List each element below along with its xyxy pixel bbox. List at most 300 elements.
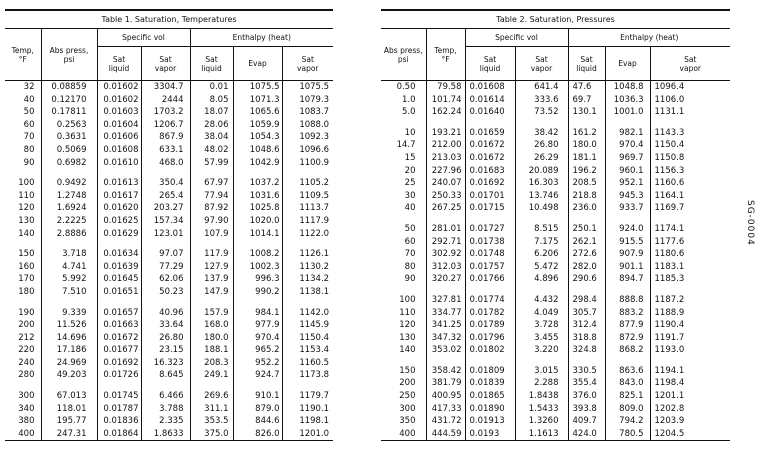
- cell-h-sat-liquid: 324.8: [568, 344, 605, 357]
- cell-sv-sat-liquid: 0.01726: [97, 369, 141, 382]
- table1-header-sv-sat-vapor: Sat vapor: [141, 47, 190, 81]
- cell-col-b: 267.25: [426, 202, 465, 215]
- cell-col-a: 80: [23, 144, 35, 155]
- table2-title: Table 2. Saturation, Pressures: [381, 10, 730, 29]
- cell-sv-sat-vapor: 62.06: [141, 273, 190, 286]
- cell-sv-sat-liquid: 0.01748: [465, 248, 515, 261]
- cell-h-evap: 1002.3: [233, 261, 282, 274]
- table-row: [5, 286, 333, 299]
- spacer-cell: [41, 382, 97, 390]
- cell-sv-sat-vapor: 3.220: [515, 344, 568, 357]
- table-row: [5, 403, 333, 416]
- group-spacer: [5, 382, 333, 390]
- spacer-cell: [568, 357, 605, 365]
- cell-h-sat-vapor: 1185.3: [650, 273, 730, 286]
- cell-sv-sat-liquid: 0.01864: [97, 428, 141, 441]
- cell-h-evap: 1020.0: [233, 215, 282, 228]
- cell-h-evap: 794.2: [605, 415, 650, 428]
- cell-col-a: 140: [18, 228, 35, 239]
- table1-header-enthalpy: Enthalpy (heat): [190, 29, 333, 47]
- cell-sv-sat-vapor: 1.8633: [141, 428, 190, 441]
- table-row: [5, 106, 333, 119]
- cell-col-a: 40: [23, 94, 35, 105]
- cell-col-a: 300: [18, 391, 35, 402]
- cell-h-sat-vapor: 1092.3: [282, 131, 333, 144]
- table1-header-temp: Temp, °F: [5, 29, 41, 81]
- cell-h-sat-liquid: 69.7: [568, 94, 605, 107]
- cell-col-b: 118.01: [41, 403, 97, 416]
- cell-sv-sat-liquid: 0.01663: [97, 319, 141, 332]
- cell-sv-sat-liquid: 0.01727: [465, 223, 515, 236]
- table-row: [5, 357, 333, 370]
- table-row: [5, 190, 333, 203]
- spacer-cell: [141, 382, 190, 390]
- cell-sv-sat-liquid: 0.01677: [97, 344, 141, 357]
- cell-h-sat-liquid: 355.4: [568, 377, 605, 390]
- cell-h-sat-liquid: 262.1: [568, 236, 605, 249]
- cell-col-b: 381.79: [426, 377, 465, 390]
- cell-h-evap: 970.4: [233, 332, 282, 345]
- cell-col-a: 60: [23, 119, 35, 130]
- cell-col-a: 110: [399, 307, 416, 318]
- cell-h-sat-vapor: 1153.4: [282, 344, 333, 357]
- table-row: [5, 131, 333, 144]
- spacer-cell: [5, 169, 41, 177]
- cell-h-evap: 952.1: [605, 177, 650, 190]
- table-row: [381, 273, 730, 286]
- cell-sv-sat-vapor: 3.015: [515, 365, 568, 378]
- cell-h-evap: 945.3: [605, 190, 650, 203]
- cell-col-a: 10: [404, 127, 416, 138]
- cell-sv-sat-liquid: 0.01645: [97, 273, 141, 286]
- cell-h-sat-vapor: 1201.1: [650, 390, 730, 403]
- cell-col-a: 380: [18, 416, 35, 427]
- cell-col-b: 2.2225: [41, 215, 97, 228]
- cell-col-b: 334.77: [426, 307, 465, 320]
- cell-h-sat-vapor: 1174.1: [650, 223, 730, 236]
- table1-header-h-sat-liquid: Sat liquid: [190, 47, 233, 81]
- cell-col-a: 5.0: [401, 107, 416, 118]
- cell-col-b: 11.526: [41, 319, 97, 332]
- cell-h-evap: 924.7: [233, 369, 282, 382]
- spacer-cell: [568, 215, 605, 223]
- cell-h-sat-vapor: 1194.1: [650, 365, 730, 378]
- spacer-cell: [515, 215, 568, 223]
- cell-h-sat-vapor: 1201.0: [282, 428, 333, 441]
- table-row: [5, 228, 333, 241]
- table-row: [381, 390, 730, 403]
- table1-title: Table 1. Saturation, Temperatures: [5, 10, 333, 29]
- cell-col-a: 60: [404, 236, 416, 247]
- cell-sv-sat-vapor: 4.896: [515, 273, 568, 286]
- cell-col-b: 79.58: [426, 81, 465, 94]
- cell-h-sat-liquid: 330.5: [568, 365, 605, 378]
- cell-sv-sat-vapor: 2444: [141, 94, 190, 107]
- cell-col-b: 341.25: [426, 319, 465, 332]
- cell-col-a: 212: [18, 332, 35, 343]
- cell-col-a: 240: [18, 357, 35, 368]
- cell-h-evap: 969.7: [605, 152, 650, 165]
- cell-h-evap: 1048.6: [233, 144, 282, 157]
- cell-sv-sat-liquid: 0.01913: [465, 415, 515, 428]
- cell-sv-sat-liquid: 0.01606: [97, 131, 141, 144]
- cell-col-a: 350: [399, 416, 416, 427]
- table-row: [381, 377, 730, 390]
- cell-col-a: 200: [18, 320, 35, 331]
- cell-h-sat-vapor: 1105.2: [282, 177, 333, 190]
- cell-h-evap: 965.2: [233, 344, 282, 357]
- cell-h-sat-liquid: 130.1: [568, 106, 605, 119]
- cell-sv-sat-liquid: 0.01672: [465, 139, 515, 152]
- cell-col-b: 5.992: [41, 273, 97, 286]
- table-row: [381, 307, 730, 320]
- cell-sv-sat-liquid: 0.01809: [465, 365, 515, 378]
- cell-sv-sat-vapor: 333.6: [515, 94, 568, 107]
- cell-col-a: 0.50: [396, 82, 416, 92]
- cell-col-b: 0.17811: [41, 106, 97, 119]
- cell-h-sat-liquid: 28.06: [190, 119, 233, 132]
- cell-h-sat-liquid: 47.6: [568, 81, 605, 94]
- cell-sv-sat-vapor: 867.9: [141, 131, 190, 144]
- cell-h-sat-liquid: 282.0: [568, 261, 605, 274]
- table-row: [5, 94, 333, 107]
- table1-header-sv-sat-liquid: Sat liquid: [97, 47, 141, 81]
- spacer-cell: [426, 215, 465, 223]
- cell-h-sat-vapor: 1156.3: [650, 165, 730, 178]
- cell-sv-sat-vapor: 1.1613: [515, 428, 568, 441]
- table-row: [381, 428, 730, 441]
- cell-col-a: 400: [5, 428, 41, 441]
- cell-sv-sat-vapor: 3.455: [515, 332, 568, 345]
- cell-sv-sat-vapor: 1.3260: [515, 415, 568, 428]
- cell-sv-sat-liquid: 0.01634: [97, 248, 141, 261]
- cell-h-sat-liquid: 57.99: [190, 157, 233, 170]
- cell-h-sat-vapor: 1203.9: [650, 415, 730, 428]
- table2-header-abs-press: Abs press, psi: [381, 29, 426, 81]
- table-row: [5, 119, 333, 132]
- cell-col-b: 24.969: [41, 357, 97, 370]
- cell-col-b: 240.07: [426, 177, 465, 190]
- cell-sv-sat-liquid: 0.01629: [97, 228, 141, 241]
- cell-h-sat-liquid: 107.9: [190, 228, 233, 241]
- cell-h-sat-liquid: 67.97: [190, 177, 233, 190]
- table-row: [381, 223, 730, 236]
- cell-sv-sat-vapor: 123.01: [141, 228, 190, 241]
- spacer-cell: [568, 119, 605, 127]
- spacer-cell: [97, 169, 141, 177]
- cell-sv-sat-vapor: 157.34: [141, 215, 190, 228]
- cell-col-b: 0.12170: [41, 94, 97, 107]
- group-spacer: [5, 299, 333, 307]
- cell-h-sat-vapor: 1079.3: [282, 94, 333, 107]
- table-row: [5, 390, 333, 403]
- cell-h-sat-vapor: 1088.0: [282, 119, 333, 132]
- spacer-cell: [233, 169, 282, 177]
- table-row: [5, 307, 333, 320]
- spacer-cell: [426, 286, 465, 294]
- cell-h-sat-vapor: 1179.7: [282, 390, 333, 403]
- cell-sv-sat-vapor: 4.432: [515, 294, 568, 307]
- cell-sv-sat-liquid: 0.01625: [97, 215, 141, 228]
- cell-sv-sat-vapor: 97.07: [141, 248, 190, 261]
- spacer-cell: [568, 286, 605, 294]
- cell-sv-sat-vapor: 38.42: [515, 127, 568, 140]
- cell-h-evap: 844.6: [233, 415, 282, 428]
- cell-h-sat-vapor: 1075.5: [282, 81, 333, 94]
- table2-header-specific-vol: Specific vol: [465, 29, 568, 47]
- table-row: [381, 236, 730, 249]
- cell-sv-sat-vapor: 2.288: [515, 377, 568, 390]
- table-row: [381, 202, 730, 215]
- spacer-cell: [465, 215, 515, 223]
- cell-col-b: 2.8886: [41, 228, 97, 241]
- cell-h-sat-liquid: 409.7: [568, 415, 605, 428]
- cell-sv-sat-liquid: 0.01617: [97, 190, 141, 203]
- cell-col-b: 7.510: [41, 286, 97, 299]
- cell-col-b: 1.6924: [41, 202, 97, 215]
- cell-h-sat-liquid: 236.0: [568, 202, 605, 215]
- spacer-cell: [605, 357, 650, 365]
- spacer-cell: [605, 215, 650, 223]
- cell-sv-sat-liquid: 0.01789: [465, 319, 515, 332]
- cell-col-a: 1.0: [401, 94, 416, 105]
- cell-h-sat-vapor: 1190.1: [282, 403, 333, 416]
- cell-h-sat-liquid: 272.6: [568, 248, 605, 261]
- cell-sv-sat-vapor: 73.52: [515, 106, 568, 119]
- spacer-cell: [605, 286, 650, 294]
- cell-col-b: 292.71: [426, 236, 465, 249]
- table1-body: [5, 81, 333, 441]
- cell-col-a: 200: [399, 378, 416, 389]
- cell-h-evap: 924.0: [605, 223, 650, 236]
- cell-h-sat-vapor: 1142.0: [282, 307, 333, 320]
- cell-sv-sat-vapor: 40.96: [141, 307, 190, 320]
- table-row: [5, 202, 333, 215]
- cell-sv-sat-liquid: 0.01620: [97, 202, 141, 215]
- table1-header-specific-vol: Specific vol: [97, 29, 190, 47]
- cell-h-sat-vapor: 1177.6: [650, 236, 730, 249]
- table2-header-enthalpy: Enthalpy (heat): [568, 29, 730, 47]
- cell-col-b: 1.2748: [41, 190, 97, 203]
- cell-h-sat-vapor: 1160.5: [282, 357, 333, 370]
- table2-header-h-evap: Evap: [605, 47, 650, 81]
- cell-h-sat-liquid: 38.04: [190, 131, 233, 144]
- cell-h-sat-liquid: 312.4: [568, 319, 605, 332]
- cell-h-sat-liquid: 208.3: [190, 357, 233, 370]
- spacer-cell: [381, 357, 426, 365]
- cell-col-a: 90: [23, 157, 35, 168]
- cell-h-sat-vapor: 1173.8: [282, 369, 333, 382]
- cell-sv-sat-liquid: 0.01782: [465, 307, 515, 320]
- cell-h-evap: 1036.3: [605, 94, 650, 107]
- spacer-cell: [381, 286, 426, 294]
- cell-sv-sat-liquid: 0.01608: [97, 144, 141, 157]
- cell-h-sat-liquid: 318.8: [568, 332, 605, 345]
- cell-sv-sat-liquid: 0.01602: [97, 94, 141, 107]
- cell-col-a: 90: [404, 274, 416, 285]
- cell-sv-sat-liquid: 0.01738: [465, 236, 515, 249]
- spacer-cell: [605, 119, 650, 127]
- cell-col-b: 3.718: [41, 248, 97, 261]
- cell-h-sat-liquid: 298.4: [568, 294, 605, 307]
- cell-h-evap: 1001.0: [605, 106, 650, 119]
- cell-sv-sat-vapor: 16.303: [515, 177, 568, 190]
- cell-col-a: 190: [18, 307, 35, 318]
- cell-h-evap: 1008.2: [233, 248, 282, 261]
- cell-sv-sat-liquid: 0.01715: [465, 202, 515, 215]
- cell-h-sat-liquid: 249.1: [190, 369, 233, 382]
- spacer-cell: [515, 286, 568, 294]
- cell-h-sat-vapor: 1138.1: [282, 286, 333, 299]
- cell-h-sat-liquid: 290.6: [568, 273, 605, 286]
- cell-h-sat-vapor: 1134.2: [282, 273, 333, 286]
- cell-sv-sat-vapor: 33.64: [141, 319, 190, 332]
- cell-col-a: 15: [404, 152, 416, 163]
- cell-col-a: 100: [18, 178, 35, 189]
- cell-h-sat-liquid: 196.2: [568, 165, 605, 178]
- cell-h-evap: 868.2: [605, 344, 650, 357]
- table-row: [5, 428, 333, 441]
- cell-h-sat-vapor: 1187.2: [650, 294, 730, 307]
- cell-col-a: 40: [404, 203, 416, 214]
- cell-col-b: 0.6982: [41, 157, 97, 170]
- cell-h-evap: 1031.6: [233, 190, 282, 203]
- cell-h-evap: 1048.8: [605, 81, 650, 94]
- cell-col-a: 100: [399, 294, 416, 305]
- cell-h-evap: 863.6: [605, 365, 650, 378]
- cell-col-a: 80: [404, 261, 416, 272]
- cell-col-b: 417.33: [426, 403, 465, 416]
- cell-sv-sat-liquid: 0.01692: [465, 177, 515, 190]
- cell-h-evap: 1042.9: [233, 157, 282, 170]
- spacer-cell: [5, 299, 41, 307]
- table-row: [381, 127, 730, 140]
- spacer-cell: [650, 215, 730, 223]
- cell-h-sat-vapor: 1113.7: [282, 202, 333, 215]
- table-row: [381, 261, 730, 274]
- spacer-cell: [381, 215, 426, 223]
- table-row: [5, 81, 333, 94]
- cell-sv-sat-vapor: 26.80: [141, 332, 190, 345]
- cell-h-sat-liquid: 127.9: [190, 261, 233, 274]
- cell-col-a: 120: [18, 203, 35, 214]
- cell-sv-sat-liquid: 0.01639: [97, 261, 141, 274]
- cell-h-sat-liquid: 181.1: [568, 152, 605, 165]
- cell-h-evap: 1054.3: [233, 131, 282, 144]
- table-row: [5, 273, 333, 286]
- cell-h-evap: 915.5: [605, 236, 650, 249]
- cell-col-b: 14.696: [41, 332, 97, 345]
- cell-sv-sat-vapor: 6.206: [515, 248, 568, 261]
- cell-h-sat-liquid: 157.9: [190, 307, 233, 320]
- cell-h-evap: 780.5: [605, 428, 650, 441]
- cell-col-b: 0.3631: [41, 131, 97, 144]
- spacer-cell: [426, 357, 465, 365]
- cell-h-sat-vapor: 1169.7: [650, 202, 730, 215]
- cell-h-sat-vapor: 1130.2: [282, 261, 333, 274]
- cell-h-sat-vapor: 1096.4: [650, 81, 730, 94]
- cell-sv-sat-liquid: 0.01774: [465, 294, 515, 307]
- table-row: [381, 152, 730, 165]
- cell-h-sat-liquid: 180.0: [190, 332, 233, 345]
- cell-col-a: 50: [404, 223, 416, 234]
- cell-h-evap: 970.4: [605, 139, 650, 152]
- table-row: [381, 248, 730, 261]
- cell-h-sat-vapor: 1106.0: [650, 94, 730, 107]
- spacer-cell: [465, 286, 515, 294]
- cell-h-sat-vapor: 1198.4: [650, 377, 730, 390]
- cell-h-sat-liquid: 424.0: [568, 428, 605, 441]
- cell-col-b: 227.96: [426, 165, 465, 178]
- table-row: [5, 261, 333, 274]
- table-row: [381, 294, 730, 307]
- cell-sv-sat-vapor: 16.323: [141, 357, 190, 370]
- cell-sv-sat-liquid: 0.01865: [465, 390, 515, 403]
- cell-sv-sat-vapor: 265.4: [141, 190, 190, 203]
- table2-header-sv-sat-vapor: Sat vapor: [515, 47, 568, 81]
- cell-col-b: 0.2563: [41, 119, 97, 132]
- table1-header-abs-press: Abs press, psi: [41, 29, 97, 81]
- cell-sv-sat-liquid: 0.01692: [97, 357, 141, 370]
- table-saturation-temperatures: [5, 9, 333, 441]
- cell-sv-sat-liquid: 0.01614: [465, 94, 515, 107]
- cell-sv-sat-liquid: 0.01672: [465, 152, 515, 165]
- cell-sv-sat-liquid: 0.01766: [465, 273, 515, 286]
- table-row: [5, 144, 333, 157]
- spacer-cell: [233, 382, 282, 390]
- cell-h-sat-vapor: 1122.0: [282, 228, 333, 241]
- cell-sv-sat-vapor: 26.29: [515, 152, 568, 165]
- cell-h-sat-vapor: 1198.1: [282, 415, 333, 428]
- cell-col-b: 327.81: [426, 294, 465, 307]
- spacer-cell: [141, 299, 190, 307]
- cell-h-evap: 883.2: [605, 307, 650, 320]
- cell-sv-sat-vapor: 8.645: [141, 369, 190, 382]
- table-row: [5, 415, 333, 428]
- cell-h-sat-vapor: 1191.7: [650, 332, 730, 345]
- spacer-cell: [97, 299, 141, 307]
- spacer-cell: [282, 169, 333, 177]
- spacer-cell: [5, 382, 41, 390]
- cell-h-sat-liquid: 250.1: [568, 223, 605, 236]
- cell-h-evap: 894.7: [605, 273, 650, 286]
- spacer-cell: [97, 240, 141, 248]
- cell-h-sat-liquid: 77.94: [190, 190, 233, 203]
- table-row: [381, 415, 730, 428]
- cell-col-b: 213.03: [426, 152, 465, 165]
- cell-col-b: 0.5069: [41, 144, 97, 157]
- table1-header-h-sat-vapor: Sat vapor: [282, 47, 333, 81]
- cell-col-b: 250.33: [426, 190, 465, 203]
- cell-h-sat-vapor: 1204.5: [650, 428, 730, 441]
- table2-header-sv-sat-liquid: Sat liquid: [465, 47, 515, 81]
- cell-col-a: 250: [399, 391, 416, 402]
- cell-sv-sat-liquid: 0.01603: [97, 106, 141, 119]
- cell-h-sat-vapor: 1096.6: [282, 144, 333, 157]
- table-saturation-pressures: [381, 9, 730, 441]
- cell-h-sat-vapor: 1160.6: [650, 177, 730, 190]
- table-row: [381, 319, 730, 332]
- cell-col-b: 320.27: [426, 273, 465, 286]
- cell-col-b: 312.03: [426, 261, 465, 274]
- spacer-cell: [190, 299, 233, 307]
- cell-sv-sat-liquid: 0.01604: [97, 119, 141, 132]
- cell-sv-sat-vapor: 1703.2: [141, 106, 190, 119]
- cell-sv-sat-liquid: 0.01796: [465, 332, 515, 345]
- spacer-cell: [190, 240, 233, 248]
- cell-col-a: 50: [23, 107, 35, 118]
- cell-h-evap: 990.2: [233, 286, 282, 299]
